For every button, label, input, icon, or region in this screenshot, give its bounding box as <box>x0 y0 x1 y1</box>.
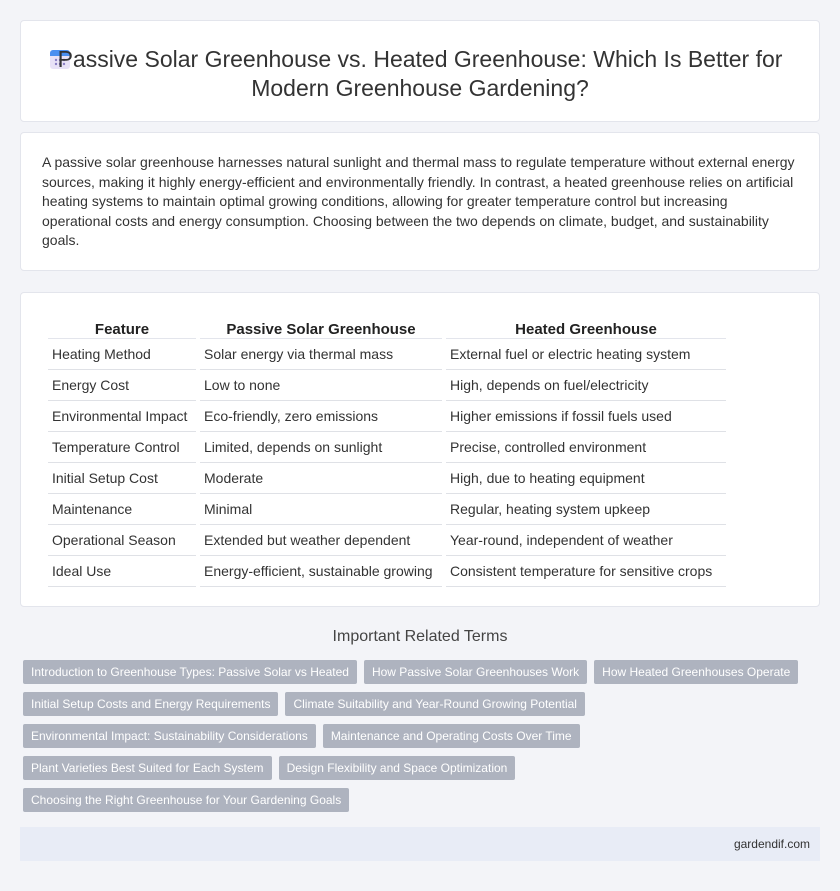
title-card <box>20 20 820 122</box>
heated-cell: External fuel or electric heating system <box>446 339 726 370</box>
feature-cell: Initial Setup Cost <box>48 463 196 494</box>
feature-cell: Ideal Use <box>48 556 196 587</box>
table-row <box>48 432 726 463</box>
related-terms-list <box>23 660 803 820</box>
tag-row <box>23 724 803 748</box>
footer <box>20 827 820 861</box>
related-term-tag[interactable]: Plant Varieties Best Suited for Each System <box>23 756 272 780</box>
feature-cell: Maintenance <box>48 494 196 525</box>
passive-cell: Limited, depends on sunlight <box>200 432 442 463</box>
header-heated: Heated Greenhouse <box>446 315 726 339</box>
feature-cell: Heating Method <box>48 339 196 370</box>
intro-paragraph: A passive solar greenhouse harnesses natural sunlight and thermal mass to regulate temperature without external energy sources, making it highly energy-efficient and environmentally friendly. In contrast, a heated greenhouse relies on artificial heating systems to maintain optimal growing conditions, allowing for greater temperature control but increasing operational costs and energy consumption. Choosing between the two depends on climate, budget, and sustainability goals. <box>42 154 795 248</box>
tag-row <box>23 788 803 812</box>
related-term-tag[interactable]: Introduction to Greenhouse Types: Passive Solar vs Heated <box>23 660 357 684</box>
heated-cell: Consistent temperature for sensitive crops <box>446 556 726 587</box>
table-row <box>48 339 726 370</box>
passive-cell: Eco-friendly, zero emissions <box>200 401 442 432</box>
heated-cell: Precise, controlled environment <box>446 432 726 463</box>
passive-cell: Minimal <box>200 494 442 525</box>
related-terms-heading: Important Related Terms <box>332 628 508 645</box>
related-term-tag[interactable]: Choosing the Right Greenhouse for Your Gardening Goals <box>23 788 349 812</box>
feature-cell: Operational Season <box>48 525 196 556</box>
tag-row <box>23 660 803 684</box>
table-row <box>48 525 726 556</box>
page-title: Passive Solar Greenhouse vs. Heated Greenhouse: Which Is Better for Modern Greenhouse Gardening? <box>57 46 783 101</box>
feature-cell: Temperature Control <box>48 432 196 463</box>
heated-cell: High, due to heating equipment <box>446 463 726 494</box>
table-row <box>48 463 726 494</box>
related-term-tag[interactable]: Initial Setup Costs and Energy Requirements <box>23 692 278 716</box>
related-term-tag[interactable]: How Passive Solar Greenhouses Work <box>364 660 587 684</box>
table-row <box>48 556 726 587</box>
feature-cell: Energy Cost <box>48 370 196 401</box>
header-feature: Feature <box>48 315 196 339</box>
heated-cell: Higher emissions if fossil fuels used <box>446 401 726 432</box>
table-row <box>48 494 726 525</box>
tag-row <box>23 692 803 716</box>
footer-site-link[interactable]: gardendif.com <box>733 837 810 851</box>
heated-cell: Year-round, independent of weather <box>446 525 726 556</box>
table-row <box>48 370 726 401</box>
heated-cell: High, depends on fuel/electricity <box>446 370 726 401</box>
related-term-tag[interactable]: Maintenance and Operating Costs Over Time <box>323 724 580 748</box>
comparison-card <box>20 292 820 607</box>
heated-cell: Regular, heating system upkeep <box>446 494 726 525</box>
passive-cell: Extended but weather dependent <box>200 525 442 556</box>
intro-card <box>20 132 820 271</box>
related-term-tag[interactable]: Environmental Impact: Sustainability Considerations <box>23 724 316 748</box>
feature-cell: Environmental Impact <box>48 401 196 432</box>
comparison-table <box>44 315 730 587</box>
tag-row <box>23 756 803 780</box>
header-passive: Passive Solar Greenhouse <box>200 315 442 339</box>
table-row <box>48 401 726 432</box>
related-term-tag[interactable]: How Heated Greenhouses Operate <box>594 660 798 684</box>
passive-cell: Moderate <box>200 463 442 494</box>
related-term-tag[interactable]: Design Flexibility and Space Optimization <box>279 756 516 780</box>
table-header-row <box>48 315 726 339</box>
related-term-tag[interactable]: Climate Suitability and Year-Round Growing Potential <box>285 692 585 716</box>
passive-cell: Solar energy via thermal mass <box>200 339 442 370</box>
passive-cell: Low to none <box>200 370 442 401</box>
passive-cell: Energy-efficient, sustainable growing <box>200 556 442 587</box>
